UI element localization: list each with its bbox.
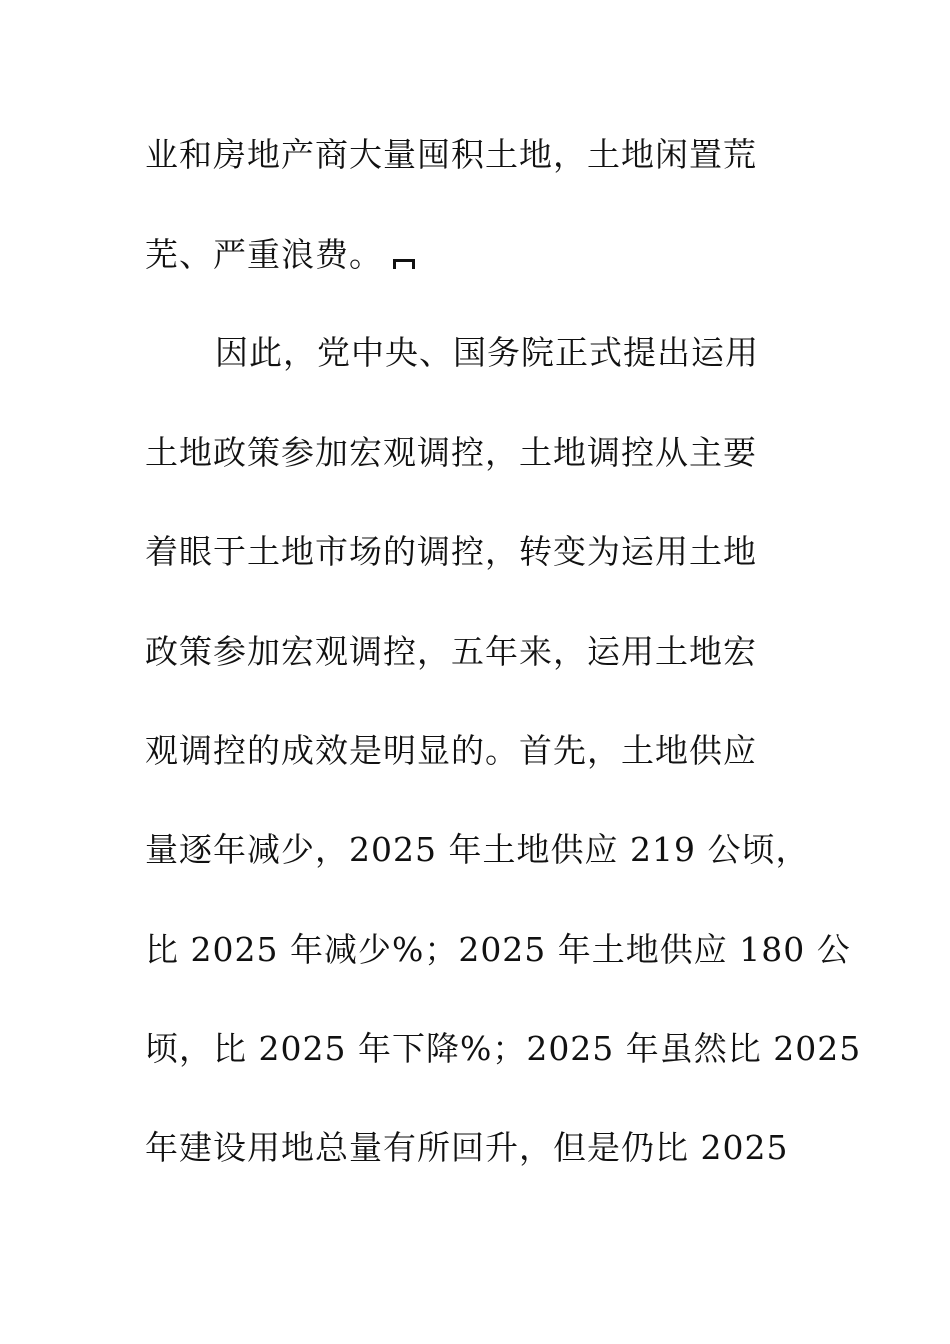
text-line: 观调控的成效是明显的。首先，土地供应 (145, 731, 757, 770)
paragraph-first-line: 因此，党中央、国务院正式提出运用 (215, 333, 759, 372)
text-line: 业和房地产商大量囤积土地，土地闲置荒 (145, 135, 757, 174)
text-line: 量逐年减少，2025 年土地供应 219 公顷， (145, 830, 810, 869)
text-line: 土地政策参加宏观调控，土地调控从主要 (145, 433, 757, 472)
text-line: 芜、严重浪费。 (145, 235, 383, 274)
text-line: 比 2025 年减少%；2025 年土地供应 180 公 (145, 930, 851, 969)
text-line: 着眼于土地市场的调控，转变为运用土地 (145, 532, 757, 571)
text-line-with-mark (145, 230, 419, 280)
paragraph-mark-icon (391, 242, 419, 272)
text-line: 年建设用地总量有所回升，但是仍比 2025 (145, 1128, 789, 1167)
text-line: 政策参加宏观调控，五年来，运用土地宏 (145, 632, 757, 671)
text-line: 顷，比 2025 年下降%；2025 年虽然比 2025 (145, 1029, 862, 1068)
